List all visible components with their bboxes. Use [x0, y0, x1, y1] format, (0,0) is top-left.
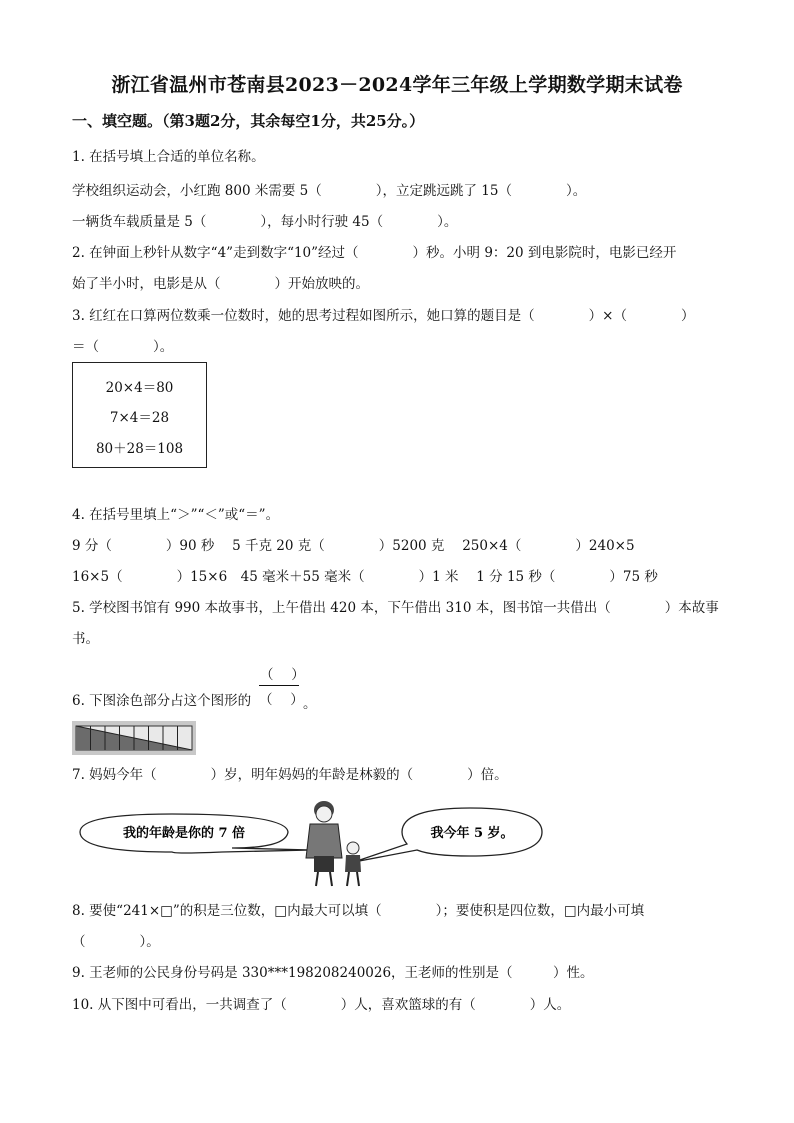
q4-line1: 9 分（ ）90 秒 5 千克 20 克（ ）5200 克 250×4（ ）240×5 [72, 538, 635, 554]
q1-stem: 1. 在括号填上合适的单位名称。 [72, 149, 265, 165]
calc-step-3: 80＋28＝108 [95, 441, 184, 457]
q3-line1: 3. 红红在口算两位数乘一位数时，她的思考过程如图所示，她口算的题目是（ ）×（ ） [72, 308, 695, 324]
q1-line2: 一辆货车载质量是 5（ ），每小时行驶 45（ ）。 [72, 214, 458, 230]
q7-speech-figure [72, 800, 712, 892]
fraction-bar [259, 685, 299, 686]
exam-title: 浙江省温州市苍南县2023－2024学年三年级上学期数学期末试卷 [111, 74, 683, 96]
right-bubble-text: 我今年 5 岁。 [430, 826, 514, 841]
calc-step-1: 20×4＝80 [105, 380, 174, 396]
section-heading: 一、填空题。（第3题2分，其余每空1分，共25分。） [72, 112, 425, 130]
q8-line2: （ ）。 [72, 934, 160, 950]
q6-end: 。 [303, 696, 317, 712]
q4-stem: 4. 在括号里填上“＞”“＜”或“＝”。 [72, 507, 280, 523]
calc-step-2: 7×4＝28 [109, 410, 170, 426]
q2-line1: 2. 在钟面上秒针从数字“4”走到数字“10”经过（ ）秒。小明 9：20 到电影院时，电影已经开 [72, 245, 677, 261]
left-bubble-text: 我的年龄是你的 7 倍 [122, 826, 246, 841]
fraction-denominator-blank: （ ） [259, 692, 304, 708]
q7-line1: 7. 妈妈今年（ ）岁，明年妈妈的年龄是林毅的（ ）倍。 [72, 767, 508, 783]
q5-line1: 5. 学校图书馆有 990 本故事书，上午借出 420 本，下午借出 310 本，图书馆一共借出（ ）本故事 [72, 600, 719, 616]
q3-line2: ＝（ ）。 [72, 339, 174, 355]
q9-line1: 9. 王老师的公民身份号码是 330***198208240026，王老师的性别是（ ）性。 [72, 965, 594, 981]
q1-line1: 学校组织运动会，小红跑 800 米需要 5（ ），立定跳远跳了 15（ ）。 [72, 183, 587, 199]
fraction-numerator-blank: （ ） [260, 667, 305, 683]
q8-line1: 8. 要使“241×□”的积是三位数，□内最大可以填（ ）；要使积是四位数，□内最小可填 [72, 903, 645, 919]
q4-line2: 16×5（ ）15×6 45 毫米＋55 毫米（ ）1 米 1 分 15 秒（ ）75 秒 [72, 569, 658, 585]
q2-line2: 始了半小时，电影是从（ ）开始放映的。 [72, 276, 369, 292]
q5-line2: 书。 [72, 631, 99, 647]
q3-calculation-box [72, 362, 207, 468]
q10-line1: 10. 从下图中可看出，一共调查了（ ）人，喜欢篮球的有（ ）人。 [72, 997, 571, 1013]
mother-illustration [306, 801, 342, 886]
shaded-shape-figure [72, 721, 196, 755]
boy-illustration [345, 842, 361, 886]
q6-stem: 6. 下图涂色部分占这个图形的 [72, 693, 252, 709]
